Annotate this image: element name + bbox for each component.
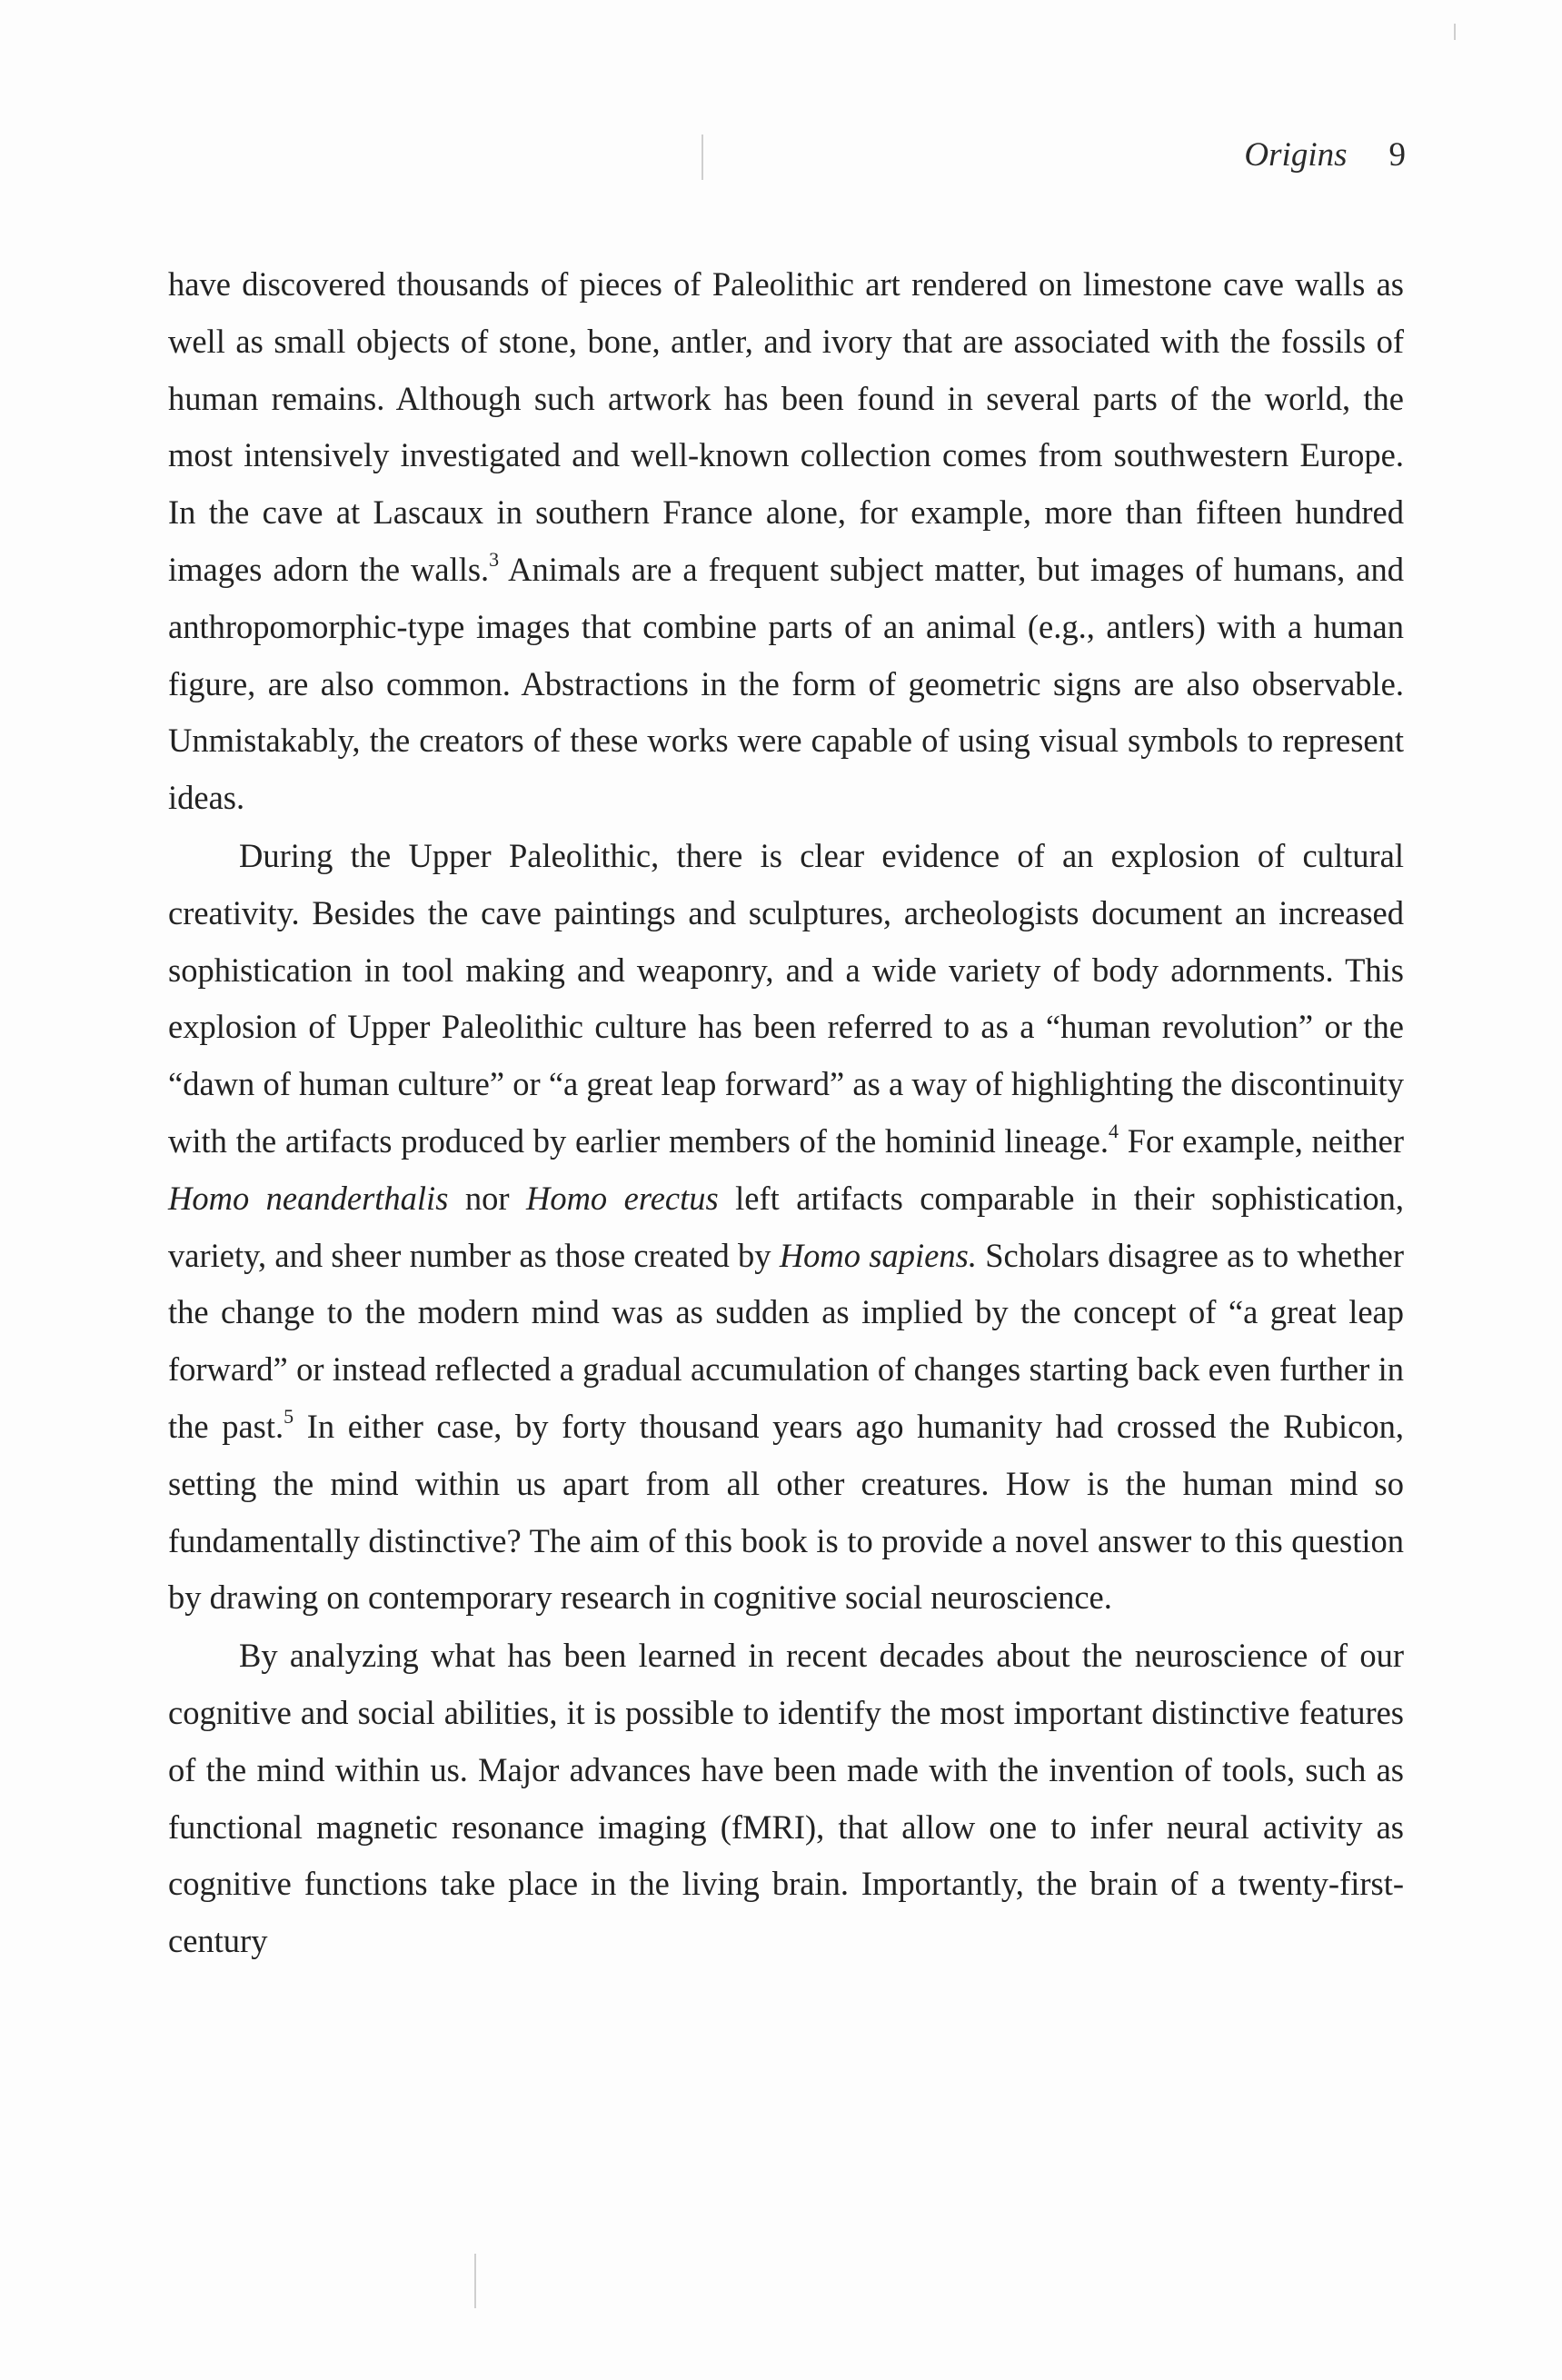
paragraph-1-text-1: have discovered thousands of pieces of Paleolithic art rendered on limestone cave walls as well as small objects of stone, bone, antler, and ivory that are associated with the fossils of human remains. Although such artwork has been found in several parts of the world, the most intensively investigated and well-known collection comes from southwestern Europe. In the cave at Lascaux in southern France alone, for example, more than fifteen hundred images adorn the walls.: [168, 265, 1404, 588]
paragraph-2-text-4: left artifacts comparable in their sophistication, variety, and sheer number as those created by: [168, 1179, 1404, 1274]
species-name-neanderthalis: Homo neanderthalis: [168, 1179, 449, 1217]
paragraph-2-text-6: In either case, by forty thousand years ago humanity had crossed the Rubicon, setting the mind within us apart from all other creatures. How is the human mind so fundamentally distinctive? The aim of this book is to provide a novel answer to this question by drawing on contemporary research in cognitive social neuroscience.: [168, 1407, 1404, 1617]
scan-artifact-bottom: [474, 2254, 476, 2308]
section-title: Origins: [1244, 136, 1348, 174]
paragraph-3-text-1: By analyzing what has been learned in recent decades about the neuroscience of our cognitive and social abilities, it is possible to identify the most important distinctive features of the mind within us. Major advances have been made with the invention of tools, such as functional magnetic resonance imaging (fMRI), that allow one to infer neural activity as cognitive functions take place in the living brain. Importantly, the brain of a twenty-first-century: [168, 1637, 1404, 1960]
footnote-ref-3: 3: [489, 547, 500, 571]
page-number: 9: [1388, 136, 1406, 174]
paragraph-1: [168, 256, 1404, 827]
paragraph-1-text-2: Animals are a frequent subject matter, but images of humans, and anthropomorphic-type images that combine parts of an animal (e.g., antlers) with a human figure, are also common. Abstractions in the form of geometric signs are also observable. Unmistakably, the creators of these works were capable of using visual symbols to represent ideas.: [168, 550, 1404, 817]
scan-artifact-right: [1454, 24, 1456, 40]
species-name-erectus: Homo erectus: [525, 1179, 719, 1217]
footnote-ref-4: 4: [1108, 1119, 1119, 1142]
body-text: [168, 256, 1404, 1970]
footnote-ref-5: 5: [284, 1404, 294, 1428]
paragraph-2-text-1: During the Upper Paleolithic, there is clear evidence of an explosion of cultural creativity. Besides the cave paintings and sculptures, archeologists document an increased sophistication in tool making and weaponry, and a wide variety of body adornments. This explosion of Upper Paleolithic culture has been referred to as a “human revolution” or the “dawn of human culture” or “a great leap forward” as a way of highlighting the discontinuity with the artifacts produced by earlier members of the hominid lineage.: [168, 836, 1404, 1160]
scan-artifact-top: [701, 134, 703, 180]
paragraph-2-text-3: nor: [448, 1179, 526, 1217]
paragraph-2-text-2: For example, neither: [1118, 1121, 1404, 1160]
paragraph-2: [168, 828, 1404, 1627]
paragraph-3: [168, 1628, 1404, 1970]
species-name-sapiens: Homo sapiens.: [779, 1236, 977, 1274]
paragraph-2-text-5: Scholars disagree as to whether the change to the modern mind was as sudden as implied by the concept of “a great leap forward” or instead reflected a gradual accumulation of changes starting back even further in the past.: [168, 1236, 1404, 1445]
running-head: [1244, 138, 1406, 172]
